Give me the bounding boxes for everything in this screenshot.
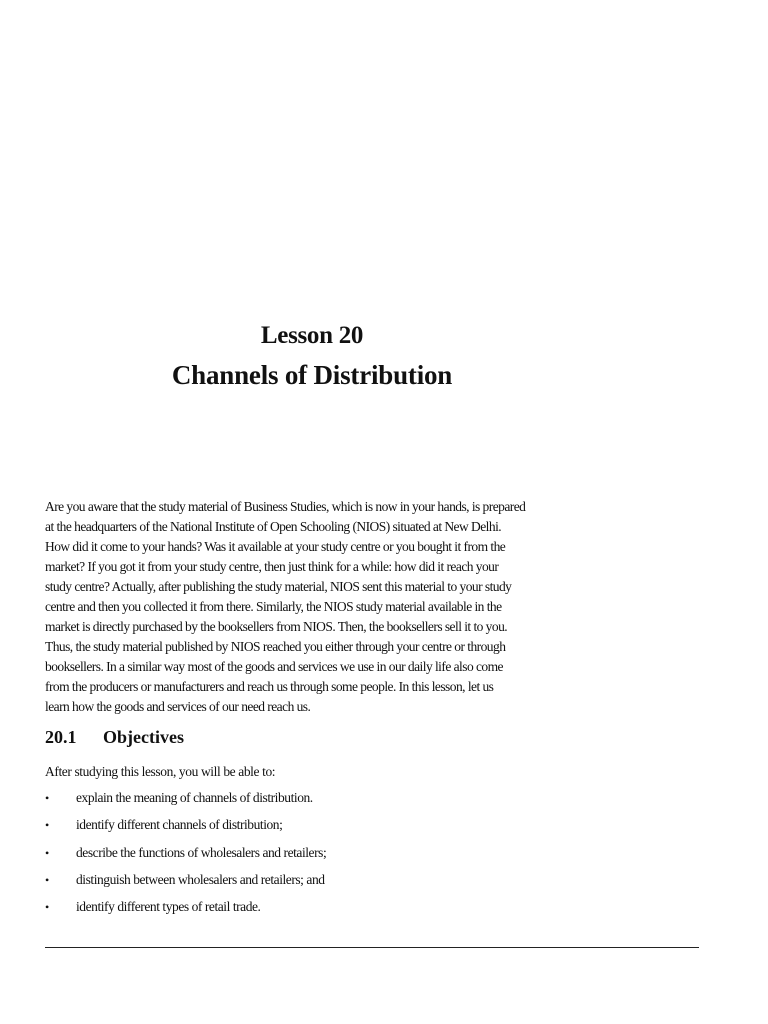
intro-line: market is directly purchased by the booksellers from NIOS. Then, the booksellers sell it to you. [45,619,508,634]
intro-line: Thus, the study material published by NIOS reached you either through your centre or through [45,639,506,654]
bullet-icon: • [45,900,49,915]
section-heading [45,727,184,748]
bullet-icon: • [45,818,49,833]
bullet-icon: • [45,791,49,805]
lesson-label: Lesson 20 [260,322,364,349]
intro-line: study centre? Actually, after publishing the study material, NIOS sent this material to your study [45,579,512,594]
objective-item [45,872,326,899]
intro-line: booksellers. In a similar way most of the goods and services we use in our daily life also come [45,659,504,674]
objective-item [45,817,326,844]
bullet-icon: • [45,872,49,887]
intro-line: centre and then you collected it from there. Similarly, the NIOS study material available in the [45,599,502,614]
objective-text: explain the meaning of channels of distribution. [76,790,313,805]
intro-line: How did it come to your hands? Was it available at your study centre or you bought it from the [45,539,506,554]
objective-text: identify different channels of distribution; [76,817,283,833]
intro-line: Are you aware that the study material of Business Studies, which is now in your hands, is prepared [45,499,526,514]
bullet-icon: • [45,845,49,860]
objective-item [45,790,326,817]
objectives-intro: After studying this lesson, you will be able to: [45,764,276,779]
objective-item [45,845,326,872]
intro-paragraph [45,497,585,717]
objective-list [45,790,326,926]
page-divider [45,947,699,948]
section-number: 20.1 [45,727,77,747]
intro-line: at the headquarters of the National Institute of Open Schooling (NIOS) situated at New Delhi. [45,519,502,534]
objective-text: distinguish between wholesalers and retailers; and [76,871,325,887]
intro-line: market? If you got it from your study centre, then just think for a while: how did it reach your [45,559,499,574]
lesson-title: Channels of Distribution [171,360,453,390]
objective-text: identify different types of retail trade. [76,899,261,915]
intro-line: from the producers or manufacturers and reach us through some people. In this lesson, let us [45,679,494,694]
intro-line: learn how the goods and services of our need reach us. [45,699,311,714]
section-title: Objectives [103,727,184,747]
objective-item [45,899,326,926]
objective-text: describe the functions of wholesalers and retailers; [76,844,327,860]
